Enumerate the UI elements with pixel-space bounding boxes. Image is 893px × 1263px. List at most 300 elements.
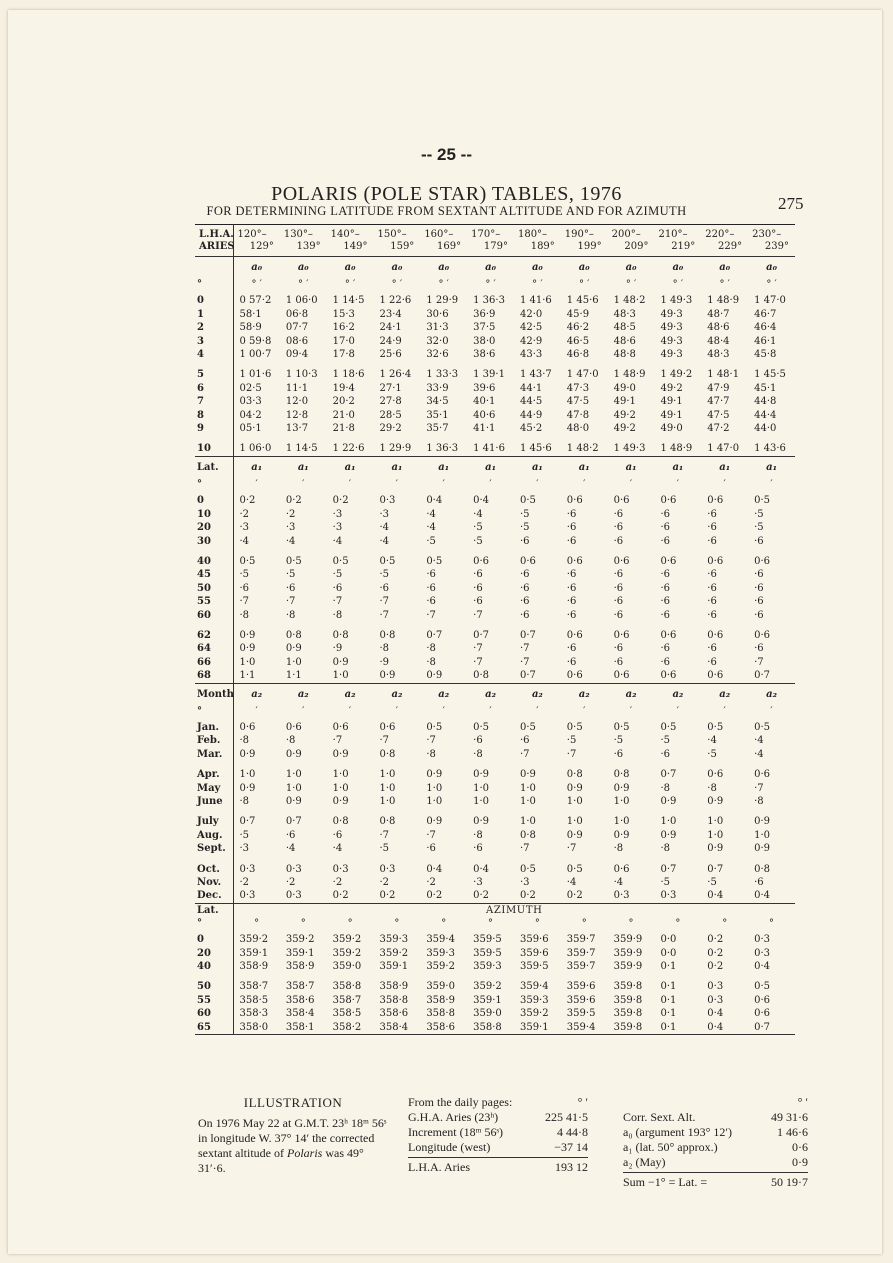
table-cell: 1·0 [707,816,724,828]
table-cell: 49·2 [613,423,636,435]
spacer-cell [233,361,280,368]
table-cell: 21·8 [332,423,355,435]
unit-cell: ′ [302,705,305,717]
spacer-cell [701,973,748,980]
col-header [280,225,327,257]
table-cell: 0·6 [707,629,724,641]
row-label: 45 [195,568,233,581]
spacer-cell [514,761,561,768]
table-cell: ·6 [566,508,577,520]
table-cell: 0·3 [754,947,771,959]
table-row [195,494,795,507]
row-label: 1 [195,308,233,321]
unit-cell: ′ [255,705,258,717]
table-row [195,395,795,408]
spacer-cell [195,435,233,442]
table-cell: 358·9 [239,961,269,973]
col-header [748,225,795,257]
table-cell: 359·9 [613,934,643,946]
table-row [195,409,795,422]
table-cell: 0·9 [285,643,302,655]
table-cell: 0·3 [379,863,396,875]
table-cell: 359·9 [613,947,643,959]
table-row [195,734,795,747]
table-cell: 0·7 [473,629,490,641]
table-cell: ·8 [239,735,250,747]
table-cell: 23·4 [379,308,402,320]
symbol-cell: a₂ [748,683,795,705]
table-cell: 44·4 [754,409,777,421]
table-cell: 1·0 [660,816,677,828]
table-cell: ·8 [754,796,764,807]
table-cell: 0·2 [426,890,443,902]
symbol-cell: a₂ [373,683,420,705]
spacer-row [195,548,795,555]
illustration-text [198,1095,388,1176]
table-cell: 0·9 [285,796,302,807]
table-cell: 0·3 [239,890,256,902]
table-cell: 1·0 [519,782,536,794]
table-cell: 1·0 [613,816,630,828]
table-cell: 1 47·0 [754,295,786,307]
table-cell: 359·6 [519,934,549,946]
table-cell: ·6 [613,656,624,668]
table-cell: 0·6 [613,670,630,682]
table-cell: ·5 [379,569,390,581]
table-cell: 30·6 [426,308,449,320]
table-cell: ·6 [519,596,530,608]
table-cell: 0·6 [566,555,583,567]
symbol-cell: a₁ [373,456,420,478]
table-cell: ·6 [754,877,764,889]
spacer-cell [280,761,327,768]
computation-result-row [623,1172,808,1190]
section-label: Month [195,683,233,705]
spacer-cell [195,761,233,768]
table-cell: 47·3 [566,382,590,394]
col-header-bottom: 129° [249,241,274,252]
table-cell: 1 39·1 [473,369,505,381]
table-cell: 0·9 [660,829,677,841]
col-header-bottom: 139° [296,241,321,252]
unit-cell: ′ [489,479,492,491]
unit-cell: ° ′ [578,279,590,291]
row-label: 40 [195,960,233,973]
table-cell: 1·0 [285,782,302,794]
symbol-cell: a₂ [420,683,467,705]
unit-cell: ′ [676,479,679,491]
table-cell: 1·0 [285,656,302,668]
table-cell: 1 48·2 [566,443,599,455]
table-cell: ·6 [426,596,436,608]
table-cell: 359·0 [426,981,455,993]
unit-cell: ′ [676,705,679,717]
spacer-cell [327,856,374,863]
table-cell: 0·8 [613,769,630,781]
table-cell: ·6 [566,522,577,534]
table-cell: 0·7 [239,816,256,828]
table-cell: 358·5 [239,994,269,1006]
table-cell: 11·1 [285,382,309,394]
spacer-cell [327,435,374,442]
table-cell: ·6 [239,582,250,594]
spacer-cell [233,973,280,980]
symbol-cell: a₂ [280,683,327,705]
table-cell: 32·0 [426,335,449,347]
table-row [195,721,795,734]
unit-cell: ′ [583,705,586,717]
spacer-cell [748,761,795,768]
spacer-cell [195,973,233,980]
table-cell: ·8 [426,748,436,760]
table-cell: ·6 [707,609,717,621]
spacer-cell [514,808,561,815]
table-cell: 42·5 [519,322,543,334]
table-cell: 24·9 [379,335,402,347]
table-cell: 0·3 [379,495,396,507]
lha-aries-label: L.H.A. ARIES [195,225,233,257]
spacer-cell [467,856,514,863]
row-label: 66 [195,656,233,669]
table-row [195,782,795,795]
unit-cell: ° [769,918,775,930]
table-cell: 359·4 [519,981,549,993]
table-cell: 0·3 [754,934,771,946]
table-row [195,595,795,608]
table-cell: ·6 [660,569,670,581]
table-cell: 0·7 [707,863,724,875]
table-cell: 0·5 [473,721,490,733]
row-label: 50 [195,582,233,595]
table-cell: 1·0 [519,796,536,807]
table-cell: 0·6 [285,721,302,733]
table-cell: 0·9 [613,782,630,794]
table-cell: 358·8 [379,994,409,1006]
table-cell: 08·6 [285,335,309,347]
table-cell: ·7 [473,643,483,655]
col-header-bottom: 179° [483,241,508,252]
col-header-top: 180°– [517,229,548,240]
unit-label: ° [195,705,233,721]
table-cell: ·6 [613,609,624,621]
unit-cell: ° [254,918,260,930]
table-cell: 47·7 [707,396,730,408]
table-cell: 49·3 [660,335,683,347]
symbol-cell: a₀ [672,262,684,273]
table-cell: 0·5 [660,721,677,733]
table-cell: 358·9 [379,981,409,993]
spacer-cell [233,548,280,555]
unit-cell: ′ [302,479,305,491]
table-cell: 13·7 [285,423,309,435]
table-cell: ·5 [239,829,250,841]
table-cell: 0·5 [332,555,349,567]
table-cell: 1·0 [613,796,630,807]
spacer-cell [561,622,608,629]
symbol-cell: a₁ [327,456,374,478]
spacer-cell [514,361,561,368]
spacer-cell [373,548,420,555]
spacer-cell [701,548,748,555]
table-cell: 40·1 [473,396,496,408]
table-cell: 0·6 [754,629,771,641]
table-cell: 1·0 [473,782,490,794]
table-cell: 0·5 [519,495,536,507]
table-cell: 45·8 [754,349,777,361]
table-cell: 0·8 [566,769,583,781]
table-cell: 1·0 [566,816,583,828]
col-header-top: 160°– [424,229,454,240]
table-row [195,889,795,903]
symbol-cell: a₀ [391,262,403,273]
table-cell: 44·5 [519,396,543,408]
table-cell: 49·0 [613,382,636,394]
table-cell: 358·7 [332,994,362,1006]
azimuth-heading: AZIMUTH [233,903,795,917]
spacer-cell [467,361,514,368]
table-cell: 0·9 [707,843,724,855]
row-label: 5 [195,368,233,381]
table-cell: 359·6 [566,994,596,1006]
table-cell: 0·7 [285,816,302,828]
table-cell: 0·1 [660,961,677,973]
table-row [195,669,795,683]
symbol-row [195,257,795,279]
table-cell: ·6 [707,535,717,547]
table-cell: 0·2 [707,947,724,959]
table-cell: 24·1 [379,322,402,334]
symbol-cell: a₀ [297,262,309,273]
table-cell: 0·7 [754,670,771,682]
spacer-cell [514,548,561,555]
table-cell: 358·6 [379,1008,409,1020]
table-cell: 0·5 [379,555,396,567]
table-cell: 0·6 [754,1008,771,1020]
spacer-cell [233,622,280,629]
table-cell: ·8 [660,843,670,855]
table-cell: ·5 [519,522,530,534]
table-cell: 1·0 [285,769,302,781]
table-cell: 47·5 [707,409,730,421]
table-cell: 48·0 [566,423,590,435]
table-cell: 0·6 [707,769,724,781]
table-cell: 359·4 [426,934,455,946]
table-cell: 0·5 [285,555,302,567]
table-cell: 49·3 [660,349,683,361]
table-cell: 359·0 [473,1008,502,1020]
table-cell: ·4 [332,535,343,547]
table-cell: 1 22·6 [379,295,412,307]
unit-cell: ° [581,918,587,930]
table-row [195,335,795,348]
table-cell: ·8 [239,609,250,621]
table-cell: ·4 [613,877,624,889]
table-cell: 0·3 [707,994,724,1006]
symbol-cell: a₀ [485,262,496,273]
spacer-cell [467,973,514,980]
table-cell: 1·1 [285,670,302,682]
table-row [195,829,795,842]
table-cell: 0·9 [379,670,396,682]
table-cell: 1 06·0 [239,443,272,455]
table-cell: 40·6 [473,409,496,421]
table-cell: 27·1 [379,382,402,394]
table-cell: 44·8 [754,396,777,408]
table-cell: ·7 [566,748,577,760]
spacer-cell [373,761,420,768]
table-cell: 1 22·6 [332,443,365,455]
table-cell: 49·3 [660,308,683,320]
table-cell: 0·2 [707,934,724,946]
table-cell: 0·2 [566,890,583,902]
table-cell: 0·6 [613,863,630,875]
table-row [195,582,795,595]
table-cell: 1 47·0 [707,443,740,455]
table-cell: 1 00·7 [239,349,272,361]
table-row [195,568,795,581]
table-cell: 358·5 [332,1008,362,1020]
table-cell: 0·9 [566,829,583,841]
table-cell: ·2 [332,877,343,889]
table-cell: 49·2 [660,382,683,394]
spacer-cell [654,856,701,863]
table-cell: 35·7 [426,423,449,435]
table-cell: ·7 [379,829,390,841]
table-cell: ·8 [613,843,624,855]
computation-value: 225 41·5 [545,1110,588,1124]
table-cell: ·5 [660,735,670,747]
illustration-computation-lat [623,1095,808,1190]
table-cell: ·7 [426,609,436,621]
spacer-cell [748,361,795,368]
row-label: 4 [195,348,233,361]
table-cell: 44·1 [519,382,543,394]
spacer-row [195,435,795,442]
unit-cell: ° [722,918,728,930]
table-cell: 1·0 [379,782,396,794]
computation-key: a₂ (May) [623,1155,666,1169]
table-cell: ·2 [239,508,250,520]
table-cell: 0·5 [707,721,724,733]
table-cell: 1·0 [426,782,443,794]
computation-value: 4 44·8 [557,1125,588,1139]
spacer-cell [561,973,608,980]
table-cell: 33·9 [426,382,449,394]
table-cell: 0·9 [660,796,677,807]
row-label: 10 [195,442,233,456]
table-cell: 0·4 [473,495,490,507]
table-cell: ·7 [473,609,483,621]
table-cell: ·8 [332,609,343,621]
table-cell: 359·2 [285,934,315,946]
table-cell: 47·8 [566,409,590,421]
table-cell: ·6 [754,596,764,608]
table-cell: 1 47·0 [566,369,599,381]
spacer-cell [467,435,514,442]
table-cell: ·6 [660,596,670,608]
spacer-cell [654,361,701,368]
table-cell: 49·3 [660,322,683,334]
table-cell: ·7 [519,656,530,668]
table-cell: 1 48·9 [613,369,646,381]
row-label: 20 [195,947,233,960]
table-cell: 359·5 [519,961,549,973]
table-cell: ·6 [613,508,624,520]
symbol-cell: a₀ [344,262,356,273]
spacer-cell [373,622,420,629]
table-cell: 359·5 [566,1008,596,1020]
daily-pages-title-row [408,1095,588,1110]
table-cell: ·8 [473,748,483,760]
table-cell: 359·8 [613,1008,643,1020]
table-cell: ·6 [473,582,483,594]
symbol-row [195,456,795,478]
table-cell: 0·6 [613,555,630,567]
table-cell: ·7 [566,843,577,855]
col-header [373,225,420,257]
table-cell: ·7 [239,596,250,608]
computation-row [408,1140,588,1155]
table-cell: 46·4 [754,322,777,334]
table-cell: ·5 [613,735,624,747]
row-label: May [195,782,233,795]
table-cell: 0·2 [707,961,724,973]
table-cell: ·6 [613,569,624,581]
unit-cell: ′ [442,705,445,717]
row-label: Aug. [195,829,233,842]
spacer-cell [514,435,561,442]
table-cell: ·5 [707,877,717,889]
table-cell: 0·5 [426,555,443,567]
table-cell: ·4 [332,843,343,855]
table-cell: 358·7 [239,981,269,993]
table-cell: ·7 [332,596,343,608]
table-cell: ·7 [379,609,390,621]
table-cell: ·8 [660,782,670,794]
symbol-cell: a₀ [578,262,590,273]
table-cell: ·6 [613,643,624,655]
symbol-cell: a₀ [438,262,450,273]
table-cell: ·5 [754,522,764,534]
spacer-cell [514,622,561,629]
table-cell: ·4 [379,522,390,534]
table-cell: 0·9 [285,748,302,760]
table-cell: 0·5 [519,721,536,733]
table-row [195,1007,795,1020]
table-cell: 359·3 [379,934,409,946]
unit-cell: ′ [395,705,399,717]
table-cell: ·6 [519,535,530,547]
table-cell: 1 49·2 [660,369,693,381]
table-cell: 0·5 [613,721,630,733]
table-cell: 45·1 [754,382,777,394]
table-cell: ·8 [379,643,390,655]
table-cell: ·4 [379,535,390,547]
table-cell: 1 26·4 [379,369,412,381]
computation-key: L.H.A. Aries [408,1160,470,1174]
table-cell: ·4 [473,508,483,520]
table-cell: 48·3 [613,308,636,320]
table-cell: ·6 [660,643,670,655]
spacer-cell [654,808,701,815]
row-label: 60 [195,609,233,622]
symbol-cell: a₁ [701,456,748,478]
table-cell: 35·1 [426,409,449,421]
table-row [195,555,795,568]
table-cell: ·7 [426,829,436,841]
table-cell: ·6 [660,748,670,760]
table-cell: 0·3 [332,863,349,875]
